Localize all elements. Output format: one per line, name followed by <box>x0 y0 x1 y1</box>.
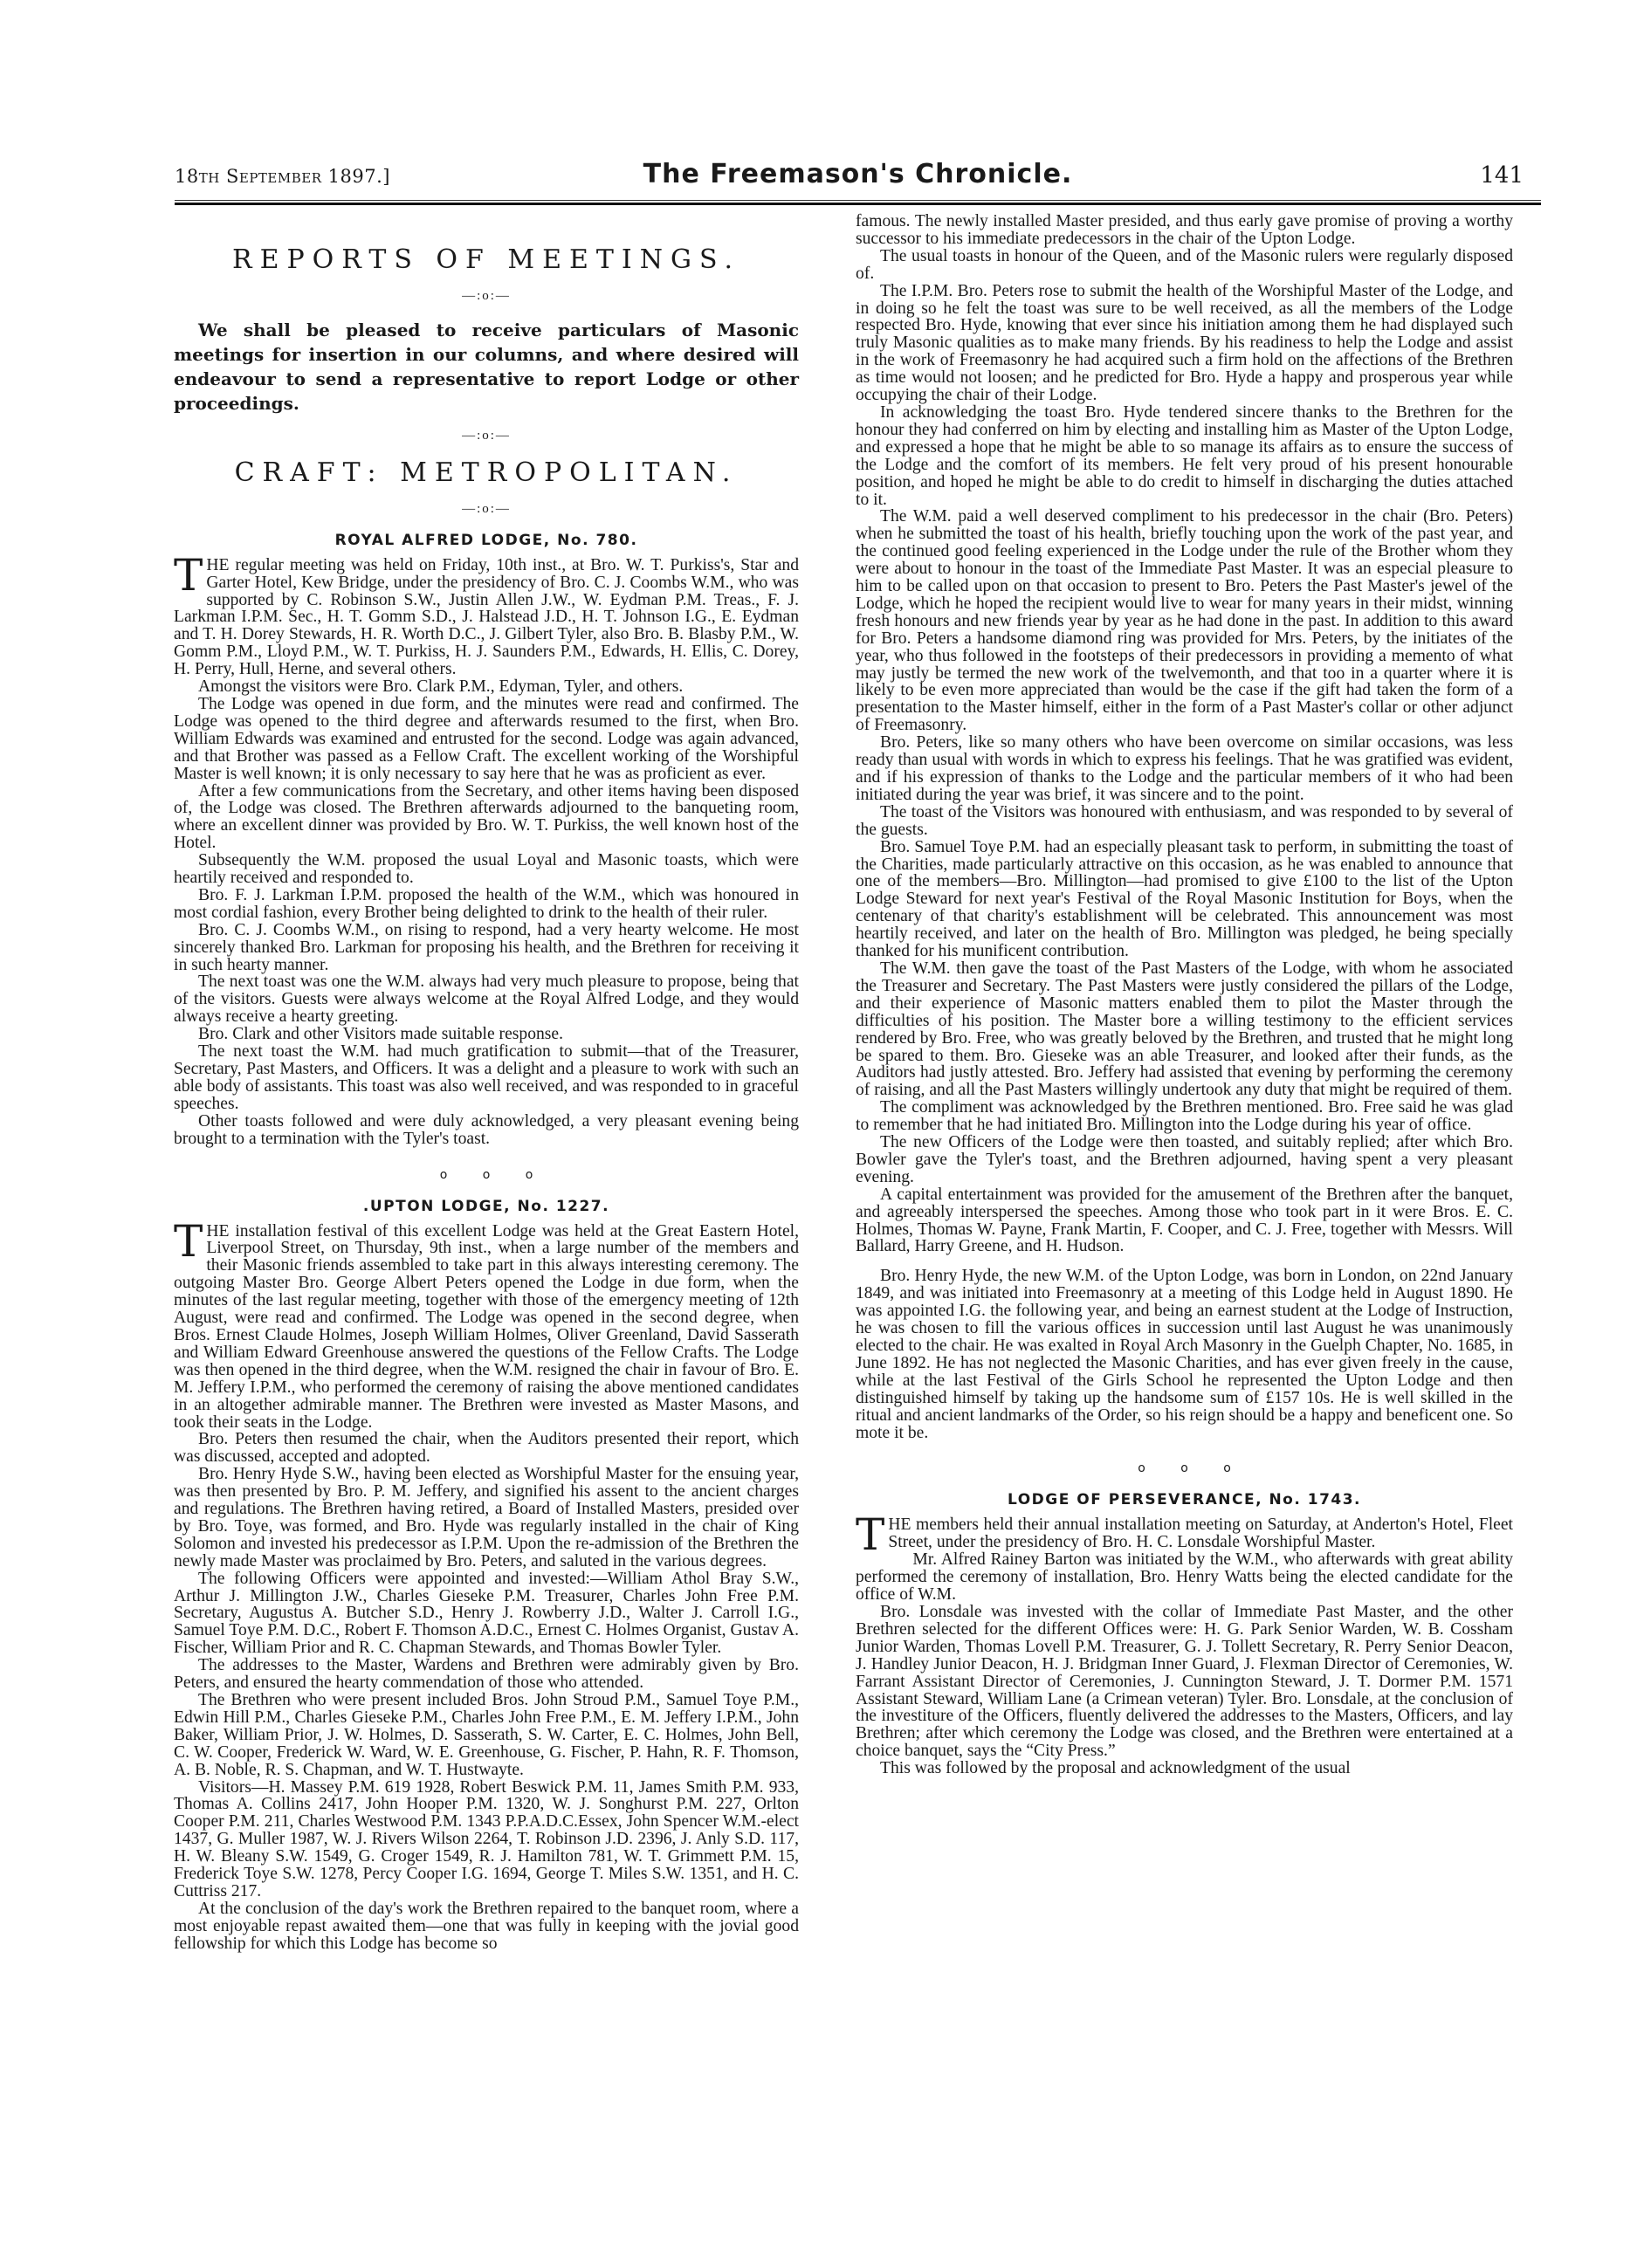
article-heading: LODGE OF PERSEVERANCE, No. 1743. <box>1007 1491 1362 1509</box>
biography-henry-hyde: Bro. Henry Hyde, the new W.M. of the Upton Lodge, was born in London, on 22nd January 1849, and was initiated into Freemasonry at a meeting of this Lodge held in August 1890. He was appointed I.G. the following year, and being an earnest student at the Lodge of Instruction, he was chosen to fill the various offices in succession until last August he was unanimously elected to the chair. He was exalted in Royal Arch Masonry in the Guelph Chapter, No. 1685, in June 1892. He has not neglected the Masonic Charities, and has ever given freely in the cause, while at the last Festival of the Girls School he represented the Upton Lodge and then distinguished himself by taking up the handsome sum of £157 10s. He is well skilled in the ritual and ancient landmarks of the Order, so his reign should be a happy and beneficent one. So mote it be. <box>856 1267 1513 1442</box>
article-paragraph: Mr. Alfred Rainey Barton was initiated by the W.M., who afterwards with great ability performed the ceremony of installation, Bro. Henry Watts being the elected candidate for the office of W.M. <box>856 1550 1513 1605</box>
article-paragraph: The following Officers were appointed and invested:—William Athol Bray S.W., Arthur J. Millington J.W., Charles Gieseke P.M. Treasurer, Charles John Free P.M. Secretary, Augustus A. Butcher S.D., Henry J. Rowberry J.D., Walter J. Carroll I.G., Samuel Toye P.M. D.C., Robert F. Thomson A.D.C., Ernest C. Holmes Organist, Gustav A. Fischer, William Prior and R. C. Chapman Stewards, and Thomas Bowler Tyler. <box>174 1569 799 1658</box>
article-paragraph: The I.P.M. Bro. Peters rose to submit the health of the Worshipful Master of the Lodge, and in doing so he felt the toast was sure to be well received, as all the members of the Lodge respected Bro. Hyde, knowing that ever since his initiation among them he had displayed such truly Masonic qualities as to make many friends. By his readiness to help the Lodge and assist in the work of Freemasonry he had acquired such a firm hold on the affections of the Brethren as time would not loosen; and he predicted for Bro. Hyde a happy and prosperous year while occupying the chair of their Lodge. <box>856 281 1513 405</box>
article-paragraph: A capital entertainment was provided for the amusement of the Brethren after the banquet, and agreeably interspersed the speeches. Among those who took part in it were Bros. E. C. Holmes, Thomas W. Payne, Frank Martin, F. Cooper, and C. J. Free, together with Messrs. Will Ballard, Harry Greene, and H. Hudson. <box>856 1185 1513 1256</box>
section-separator: o o o <box>1138 1461 1231 1476</box>
article-paragraph: The new Officers of the Lodge were then toasted, and suitably replied; after which Bro. Bowler gave the Tyler's toast, and the Brethren adjourned, having spent a very pleasant evening. <box>856 1133 1513 1186</box>
left-column <box>174 215 799 1953</box>
page-number: 141 <box>1480 162 1524 189</box>
article-royal-alfred-lodge <box>174 531 799 1148</box>
masthead <box>175 159 1541 194</box>
section-title-craft-metropolitan: CRAFT: METROPOLITAN. <box>234 457 739 488</box>
article-paragraph: Bro. Samuel Toye P.M. had an especially pleasant task to perform, in submitting the toast of the Charities, made particularly attractive on this occasion, as he was enabled to announce that one of the members—Bro. Millington—had promised to give £100 to the list of the Upton Lodge Steward for next year's Festival of the Royal Masonic Institution for Boys, when the centenary of that charity's establishment will be celebrated. This announcement was most heartily received, and later on the health of Bro. Millington was pledged, he being specially thanked for his munificent contribution. <box>856 837 1513 961</box>
article-paragraph: The addresses to the Master, Wardens and Brethren were admirably given by Bro. Peters, and ensured the hearty commendation of those who attended. <box>174 1656 799 1693</box>
masthead-rule-thin <box>175 200 1541 201</box>
article-paragraph: Bro. Lonsdale was invested with the collar of Immediate Past Master, and the other Brethren selected for the different Offices were: H. G. Park Senior Warden, W. B. Cossham Junior Warden, Thomas Lovell P.M. Treasurer, G. J. Tollett Secretary, R. Perry Senior Deacon, J. Handley Junior Deacon, H. J. Bridgman Inner Guard, J. Flexman Director of Ceremonies, W. Farrant Assistant Director of Ceremonies, J. Cunnington Steward, J. T. Dormer P.M. 1571 Assistant Steward, William Lane (a Crimean veteran) Tyler. Bro. Lonsdale, at the conclusion of the investiture of the Officers, fluently delivered the addresses to the Masters, Officers, and lay Brethren; after which ceremony the Lodge was closed, and the Brethren were entertained at a choice banquet, says the “City Press.” <box>856 1602 1513 1761</box>
article-paragraph: famous. The newly installed Master presided, and thus early gave promise of proving a worthy successor to his immediate predecessors in the chair of the Upton Lodge. <box>856 212 1513 248</box>
article-upton-lodge <box>174 1197 799 1953</box>
article-paragraph: The Lodge was opened in due form, and the minutes were read and confirmed. The Lodge was opened to the third degree and afterwards resumed to the first, when Bro. William Edwards was examined and entrusted for the second. Lodge was again advanced, and that Brother was passed as a Fellow Craft. The excellent working of the Worshipful Master is well known; it is only necessary to say here that he was as proficient as ever. <box>174 694 799 783</box>
article-paragraph: The W.M. paid a well deserved compliment to his predecessor in the chair (Bro. Peters) when he submitted the toast of his health, briefly touching upon the work of the past year, and the continued good feeling experienced in the Lodge under the rule of the Brother whom they were about to honour in the toast of the Immediate Past Master. It was an especial pleasure to him to be called upon on that occasion to present to Bro. Peters the Past Master's jewel of the Lodge, which he hoped the recipient would live to wear for many years in their midst, winning fresh honours and new friends year by year as he had done in the past. In addition to this award for Bro. Peters a handsome diamond ring was provided for Mrs. Peters, by the initiates of the year, who thus followed in the footsteps of their predecessors in providing a memento of what may justly be termed the new work of the twelvemonth, and that too in a quarter where it is likely to be even more appreciated than would be the case if the gift had taken the form of a presentation to the Master himself, either in the form of a Past Master's collar or other adjunct of Freemasonry. <box>856 507 1513 735</box>
issue-date: 18th September 1897.] <box>175 166 390 187</box>
article-paragraph: Bro. Henry Hyde S.W., having been elected as Worshipful Master for the ensuing year, was then presented by Bro. P. M. Jeffery, and signified his assent to the ancient charges and regulations. The Brethren having retired, a Board of Installed Masters, presided over by Bro. Toye, was formed, and Bro. Hyde was regularly installed in the chair of King Solomon and invested his predecessor as I.P.M. Upon the re-admission of the Brethren the newly made Master was proclaimed by Bro. Peters, and saluted in the various degrees. <box>174 1465 799 1570</box>
masthead-rule-thick <box>175 203 1541 205</box>
article-paragraph: After a few communications from the Secretary, and other items having been disposed of, the Lodge was closed. The Brethren afterwards adjourned to the banqueting room, where an excellent dinner was provided by Bro. W. T. Purkiss, the well known host of the Hotel. <box>174 781 799 853</box>
article-paragraph: THE regular meeting was held on Friday, 10th inst., at Bro. W. T. Purkiss's, Star and Garter Hotel, Kew Bridge, under the presidency of Bro. C. J. Coombs W.M., who was supported by C. Robinson S.W., Justin Allen J.W., W. Eydman P.M. Treas., F. J. Larkman I.P.M. Sec., H. T. Gomm S.D., J. Halstead J.D., H. T. Johnson I.G., E. Eydman and T. H. Dorey Stewards, H. R. Worth D.C., J. Gilbert Tyler, also Bro. B. Blasby P.M., W. Gomm P.M., Lloyd P.M., W. T. Purkiss, H. J. Saunders P.M., Edwards, H. Ellis, C. Dorey, H. Perry, Hull, Herne, and several others. <box>174 549 799 679</box>
article-lodge-of-perseverance <box>856 1490 1513 1777</box>
article-paragraph: Other toasts followed and were duly acknowledged, a very pleasant evening being brought to a termination with the Tyler's toast. <box>174 1111 799 1148</box>
article-paragraph: The compliment was acknowledged by the Brethren mentioned. Bro. Free said he was glad to remember that he had initiated Bro. Millington into the Lodge during his year of office. <box>856 1098 1513 1135</box>
ornament-divider: —:o:— <box>462 289 511 303</box>
article-paragraph: Bro. C. J. Coombs W.M., on rising to respond, had a very hearty welcome. He most sincerely thanked Bro. Larkman for proposing his health, and the Brethren for receiving it in such hearty manner. <box>174 920 799 974</box>
drop-cap: T <box>174 1215 203 1267</box>
article-upton-lodge-continued <box>856 213 1513 1441</box>
article-paragraph: THE members held their annual installation meeting on Saturday, at Anderton's Hotel, Fleet Street, under the presidency of Bro. H. C. Lonsdale Worshipful Master. <box>856 1509 1513 1561</box>
drop-cap: T <box>174 549 203 601</box>
article-paragraph: Bro. F. J. Larkman I.P.M. proposed the health of the W.M., which was honoured in most cordial fashion, every Brother being delighted to drink to the health of their ruler. <box>174 885 799 922</box>
spacer <box>856 1255 1513 1268</box>
article-paragraph: This was followed by the proposal and acknowledgment of the usual <box>880 1759 1351 1778</box>
ornament-divider: —:o:— <box>462 501 511 516</box>
article-paragraph: In acknowledging the toast Bro. Hyde tendered sincere thanks to the Brethren for the honour they had conferred on him by electing and installing him as Master of the Upton Lodge, and expressed a hope that he might be able to so manage its affairs as to ensure the success of the Lodge and the comfort of its members. He felt very proud of his present honourable position, and hoped he might be able to do credit to himself in discharging the duties attached to it. <box>856 402 1513 509</box>
article-heading: ROYAL ALFRED LODGE, No. 780. <box>334 531 638 549</box>
article-paragraph: The Brethren who were present included Bros. John Stroud P.M., Samuel Toye P.M., Edwin Hill P.M., Charles Gieseke P.M., Charles John Free P.M., E. M. Jeffery I.P.M., John Baker, William Prior, J. W. Holmes, D. Sasserath, S. W. Carter, E. C. Holmes, John Bell, C. W. Cooper, Frederick W. Ward, W. E. Greenhouse, G. Fischer, P. Hahn, R. F. Thomson, A. B. Noble, R. S. Chapman, and W. T. Hustwayte. <box>174 1691 799 1779</box>
ornament-divider: —:o:— <box>462 428 511 443</box>
article-paragraph: Bro. Clark and other Visitors made suitable response. <box>198 1025 564 1044</box>
article-paragraph: Bro. Peters then resumed the chair, when the Auditors presented their report, which was discussed, accepted and adopted. <box>174 1430 799 1467</box>
article-paragraph: Visitors—H. Massey P.M. 619 1928, Robert Beswick P.M. 11, James Smith P.M. 933, Thomas A. Collins 2417, John Hooper P.M. 1320, W. J. Songhurst P.M. 227, Orlton Cooper P.M. 211, Charles Westwood P.M. 1343 P.P.A.D.C.Essex, John Spencer W.M.-elect 1437, G. Muller 1987, W. J. Rivers Wilson 2264, T. Robinson J.D. 2396, J. Anly S.D. 117, H. W. Bleany S.W. 1549, G. Croger 1549, R. J. Hamilton 781, W. T. Grimmett P.M. 15, Frederick Toye S.W. 1278, Percy Cooper I.G. 1694, George T. Miles S.W. 1351, and H. C. Cuttriss 217. <box>174 1777 799 1900</box>
article-paragraph: The W.M. then gave the toast of the Past Masters of the Lodge, with whom he associated the Treasurer and Secretary. The Past Masters were justly considered the pillars of the Lodge, and their experience of Masonic matters enabled them to pilot the Master through the difficulties of his position. The Master bore a willing testimony to the efficient services rendered by Bro. Free, who was greatly beloved by the Brethren, and trusted that he might long be spared to them. Bro. Gieseke was an able Treasurer, and looked after their funds, as the Auditors had justly attested. Bro. Jeffery had assisted that evening by performing the ceremony of raising, and all the Past Masters willingly undertook any duty that might be required of them. <box>856 959 1513 1100</box>
article-paragraph: THE installation festival of this excellent Lodge was held at the Great Eastern Hotel, Liverpool Street, on Thursday, 9th inst., when a large number of the members and their Masonic friends assembled to take part in this always interesting ceremony. The outgoing Master Bro. George Albert Peters opened the Lodge in due form, when the minutes of the last regular meeting, together with those of the emergency meeting of 12th August, were read and confirmed. The Lodge was opened in the second degree, when Bros. Ernest Claude Holmes, Joseph William Holmes, Oliver Greenland, David Sasserath and William Edward Greenhouse answered the questions of the Fellow Crafts. The Lodge was then opened in the third degree, when the W.M. resigned the chair in favour of Bro. E. M. Jeffery I.P.M., who performed the ceremony of raising the above mentioned candidates in an altogether admirable manner. The Brethren were invested as Master Masons, and took their seats in the Lodge. <box>174 1215 799 1432</box>
right-column <box>856 213 1513 1777</box>
article-paragraph: The toast of the Visitors was honoured with enthusiasm, and was responded to by several of the guests. <box>856 802 1513 839</box>
article-paragraph: The next toast was one the W.M. always had very much pleasure to propose, being that of the visitors. Guests were always welcome at the Royal Alfred Lodge, and they would always receive a hearty greeting. <box>174 972 799 1027</box>
article-paragraph: Subsequently the W.M. proposed the usual Loyal and Masonic toasts, which were heartily received and responded to. <box>174 851 799 888</box>
article-paragraph: The next toast the W.M. had much gratification to submit—that of the Treasurer, Secretary, Past Masters, and Officers. It was a delight and a pleasure to work with such an able body of assistants. This toast was also well received, and was responded to in graceful speeches. <box>174 1042 799 1113</box>
editorial-notice: We shall be pleased to receive particulars of Masonic meetings for insertion in our columns, and where desired will endeavour to send a representative to report Lodge or other proceedings. <box>174 319 799 414</box>
article-heading: .UPTON LODGE, No. 1227. <box>362 1197 610 1215</box>
article-paragraph: Amongst the visitors were Bro. Clark P.M., Edyman, Tyler, and others. <box>198 677 684 697</box>
section-separator: o o o <box>439 1167 533 1182</box>
publication-title: The Freemason's Chronicle. <box>643 159 1073 189</box>
article-paragraph: At the conclusion of the day's work the Brethren repaired to the banquet room, where a most enjoyable repast awaited them—one that was fully in keeping with the jovial good fellowship for which this Lodge has become so <box>174 1899 799 1953</box>
article-paragraph: The usual toasts in honour of the Queen, and of the Masonic rulers were regularly disposed of. <box>856 246 1513 283</box>
section-title-reports: REPORTS OF MEETINGS. <box>232 244 740 275</box>
article-paragraph: Bro. Peters, like so many others who have been overcome on similar occasions, was less ready than usual with words in which to express his feelings. That he was gratified was evident, and if his expression of thanks to the Lodge and the particular members of it who had been initiated during the year was brief, it was sincere and to the point. <box>856 733 1513 804</box>
drop-cap: T <box>856 1509 885 1561</box>
